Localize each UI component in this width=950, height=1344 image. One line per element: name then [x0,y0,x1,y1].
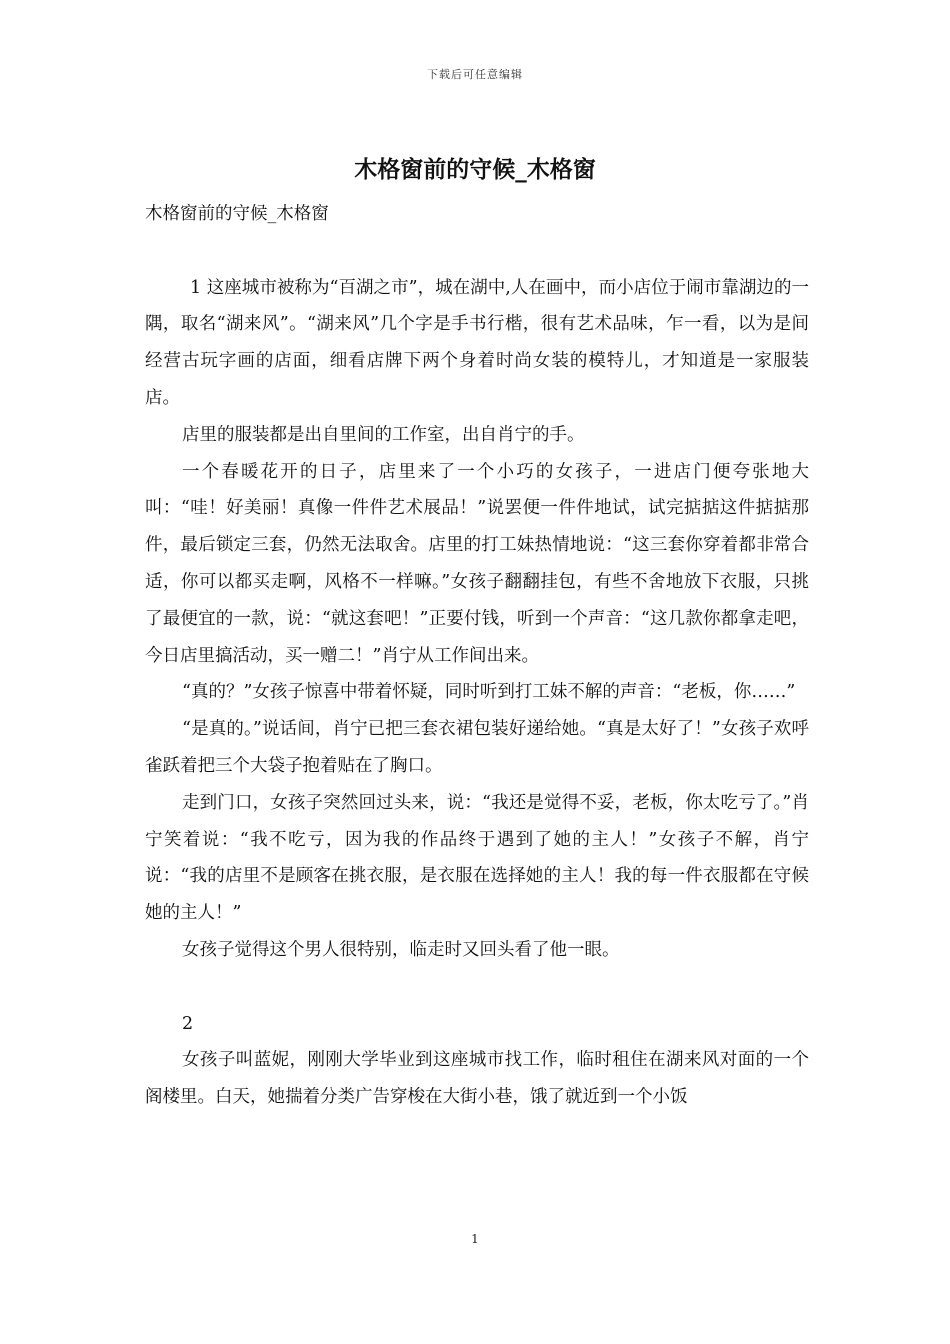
paragraph: 1 这座城市被称为“百湖之市”，城在湖中,人在画中，而小店位于闹市靠湖边的一隅，取名“湖来风”。“湖来风”几个字是手书行楷，很有艺术品味，乍一看，以为是间经营古玩字画的店面，细看店牌下两个身着时尚女装的模特儿，才知道是一家服装店。 [145,277,809,408]
paragraph: “是真的。”说话间，肖宁已把三套衣裙包装好递给她。“真是太好了！”女孩子欢呼雀跃着把三个大袋子抱着贴在了胸口。 [145,719,809,776]
section-number: 2 [182,1013,194,1034]
document-title: 木格窗前的守候_木格窗 [354,156,596,183]
header-note: 下载后可任意编辑 [427,68,523,81]
paragraph-gap [145,969,809,1006]
paragraph: 走到门口，女孩子突然回过头来，说：“我还是觉得不妥，老板，你太吃亏了。”肖宁笑着说：“我不吃亏，因为我的作品终于遇到了她的主人！”女孩子不解，肖宁说：“我的店里不是顾客在挑衣服，是衣服在选择她的主人！我的每一件衣服都在守候她的主人！” [145,792,809,924]
document-subtitle: 木格窗前的守候_木格窗 [145,204,329,224]
document-body [145,196,809,1116]
page-number: 1 [471,1232,479,1246]
paragraph: 店里的服装都是出自里间的工作室，出自肖宁的手。 [182,424,585,445]
paragraph: “真的？”女孩子惊喜中带着怀疑，同时听到打工妹不解的声音：“老板，你……” [182,682,796,703]
paragraph: 女孩子觉得这个男人很特别，临走时又回头看了他一眼。 [182,939,620,960]
paragraph-gap [145,233,809,270]
paragraph: 女孩子叫蓝妮，刚刚大学毕业到这座城市找工作，临时租住在湖来风对面的一个阁楼里。白天，她揣着分类广告穿梭在大街小巷，饿了就近到一个小饭 [145,1050,809,1108]
paragraph: 一个春暖花开的日子，店里来了一个小巧的女孩子，一进店门便夸张地大叫：“哇！好美丽！真像一件件艺术展品！”说罢便一件件地试，试完掂掂这件掂掂那件，最后锁定三套，仍然无法取舍。店里的打工妹热情地说：“这三套你穿着都非常合适，你可以都买走啊，风格不一样嘛。”女孩子翻翻挂包，有些不舍地放下衣服，只挑了最便宜的一款，说：“就这套吧！”正要付钱，听到一个声音：“这几款你都拿走吧，今日店里搞活动，买一赠二！”肖宁从工作间出来。 [145,461,809,666]
